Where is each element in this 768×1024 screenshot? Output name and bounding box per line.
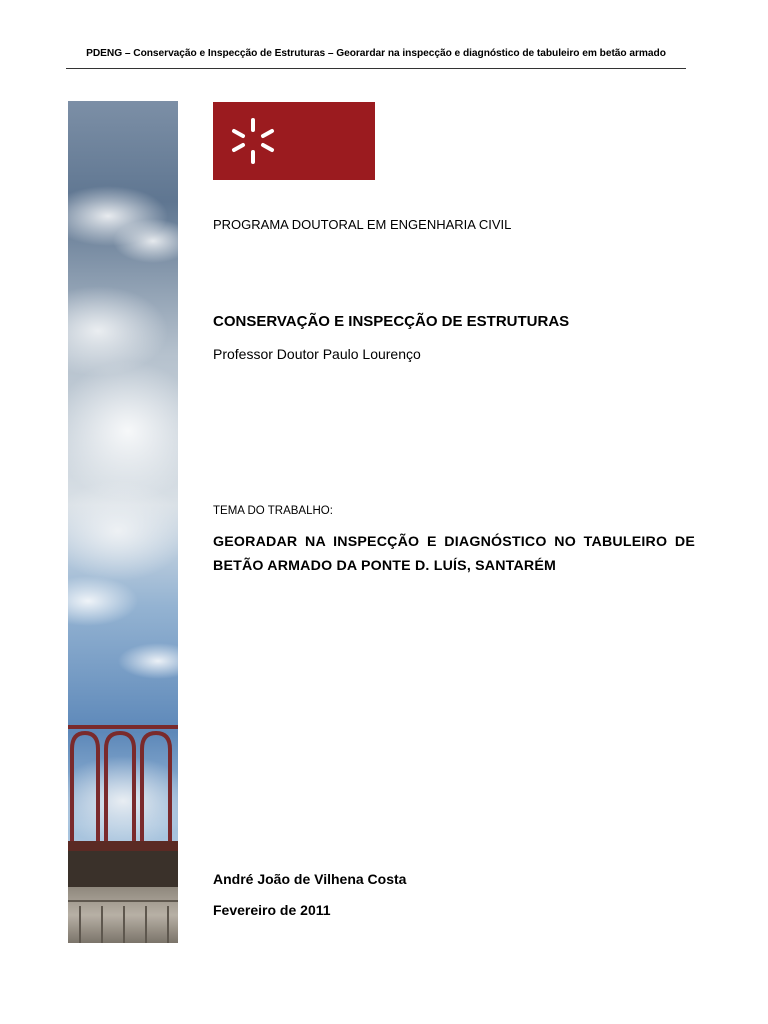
bridge-railing-sky-photo (68, 101, 178, 943)
publication-date: Fevereiro de 2011 (213, 902, 331, 918)
running-header: PDENG – Conservação e Inspecção de Estruturas – Georardar na inspecção e diagnóstico de tabuleiro em betão armado (86, 48, 666, 59)
professor-name: Professor Doutor Paulo Lourenço (213, 346, 421, 362)
work-topic-label: TEMA DO TRABALHO: (213, 505, 333, 517)
author-name: André João de Vilhena Costa (213, 871, 407, 887)
work-topic-title: GEORADAR NA INSPECÇÃO E DIAGNÓSTICO NO TABULEIRO DE BETÃO ARMADO DA PONTE D. LUÍS, SANTARÉM (213, 534, 695, 574)
doctoral-program-label: PROGRAMA DOUTORAL EM ENGENHARIA CIVIL (213, 217, 512, 232)
university-star-logo-icon (229, 116, 277, 166)
header-rule (66, 68, 686, 69)
university-logo (213, 102, 375, 180)
course-title: CONSERVAÇÃO E INSPECÇÃO DE ESTRUTURAS (213, 313, 570, 330)
